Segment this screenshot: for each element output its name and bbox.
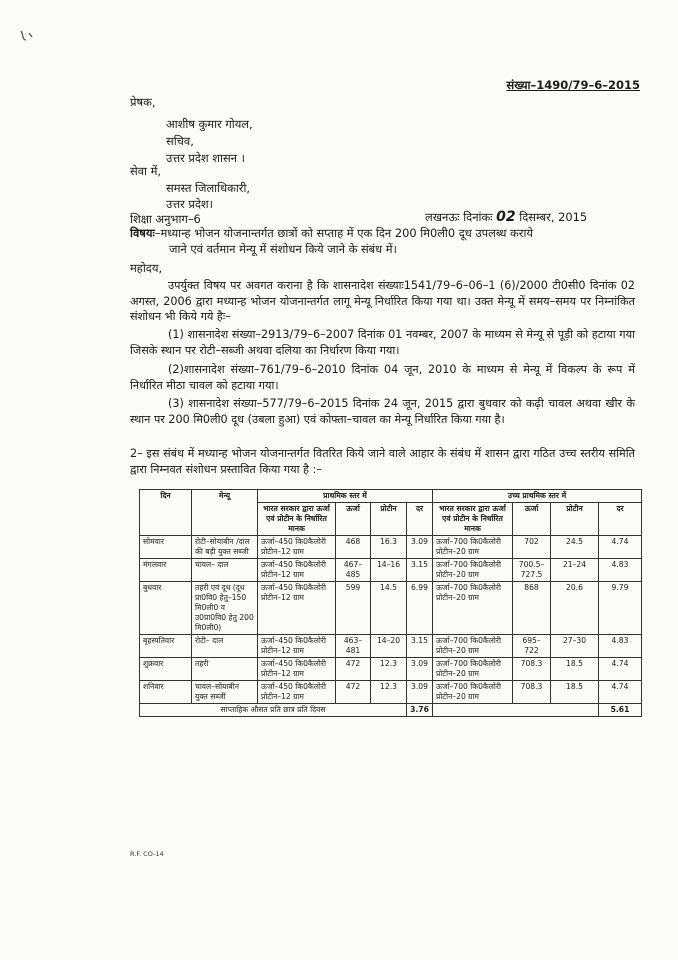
cell-primary-protein: 16.3 bbox=[371, 536, 407, 559]
header-primary: प्राथमिक स्तर में bbox=[258, 490, 433, 503]
paragraph-1: उपर्युक्त विषय पर अवगत कराना है कि शासनादेश संख्याः1541/79–6–06–1 (6)/2000 टी0सी0 दिनांक 02 अगस्त, 2006 द्वारा मध्यान्ह भोजन योजनान्तर्गत लागू मेन्यू निर्धारित किया गया था। उक्त मेन्यू में समय–समय पर निम्नांकित संशोधन भी किये गये हैः– bbox=[130, 279, 635, 323]
cell-primary-rate: 6.99 bbox=[407, 582, 433, 635]
cell-primary-energy: 472 bbox=[336, 658, 371, 681]
table-row bbox=[140, 559, 642, 582]
cell-upper-protein: 27–30 bbox=[551, 635, 599, 658]
cell-upper-standard: ऊर्जा–700 कि0कैलोरी प्रोटीन–20 ग्राम bbox=[433, 559, 513, 582]
cell-upper-energy: 708.3 bbox=[513, 681, 551, 704]
cell-primary-energy: 463–481 bbox=[336, 635, 371, 658]
cell-upper-energy: 868 bbox=[513, 582, 551, 635]
cell-upper-rate: 4.83 bbox=[599, 635, 642, 658]
table-row bbox=[140, 582, 642, 635]
cell-menu: चावल–सोयाबीन युक्त सब्जी bbox=[192, 681, 258, 704]
cell-menu: चावल– दाल bbox=[192, 559, 258, 582]
cell-primary-protein: 14–20 bbox=[371, 635, 407, 658]
table-row bbox=[140, 635, 642, 658]
cell-primary-protein: 12.3 bbox=[371, 658, 407, 681]
cell-day: शनिवार bbox=[140, 681, 192, 704]
subject-text-1: –मध्यान्ह भोजन योजनान्तर्गत छात्रों को सप्ताह में एक दिन 200 मि0ली0 दूध उपलब्ध कराये bbox=[154, 226, 534, 240]
cell-upper-energy: 708.3 bbox=[513, 658, 551, 681]
cell-primary-protein: 14.5 bbox=[371, 582, 407, 635]
cell-primary-standard: ऊर्जा–450 कि0कैलोरी प्रोटीन–12 ग्राम bbox=[258, 582, 336, 635]
cell-upper-energy: 695–722 bbox=[513, 635, 551, 658]
cell-upper-energy: 702 bbox=[513, 536, 551, 559]
recipient-label: सेवा में, bbox=[130, 164, 162, 178]
cell-upper-rate: 4.74 bbox=[599, 658, 642, 681]
cell-primary-energy: 599 bbox=[336, 582, 371, 635]
recipient-state: उत्तर प्रदेश। bbox=[166, 197, 213, 211]
table-body bbox=[140, 536, 642, 704]
cell-primary-protein: 14–16 bbox=[371, 559, 407, 582]
cell-upper-standard: ऊर्जा–700 कि0कैलोरी प्रोटीन–20 ग्राम bbox=[433, 582, 513, 635]
subheader-upper-standard: भारत सरकार द्वारा ऊर्जा एवं प्रोटीन के निर्धारित मानक bbox=[433, 503, 513, 536]
cell-upper-standard: ऊर्जा–700 कि0कैलोरी प्रोटीन–20 ग्राम bbox=[433, 681, 513, 704]
cell-upper-energy: 700.5–727.5 bbox=[513, 559, 551, 582]
salutation: महोदय, bbox=[130, 261, 163, 275]
cell-primary-rate: 3.15 bbox=[407, 635, 433, 658]
paragraph-2: 2– इस संबंध में मध्यान्ह भोजन योजनान्तर्गत वितरित किये जाने वाले आहार के संबंध में शासन द्वारा गठित उच्च स्तरीय समिति द्वारा निम्नवत संशोधन प्रस्तावित किया गया है :– bbox=[130, 447, 635, 476]
cell-primary-rate: 3.15 bbox=[407, 559, 433, 582]
cell-primary-rate: 3.09 bbox=[407, 681, 433, 704]
cell-upper-standard: ऊर्जा–700 कि0कैलोरी प्रोटीन–20 ग्राम bbox=[433, 658, 513, 681]
pen-mark bbox=[18, 28, 38, 50]
sender-designation: सचिव, bbox=[166, 134, 194, 148]
cell-menu: रोटी– दाल bbox=[192, 635, 258, 658]
cell-upper-protein: 18.5 bbox=[551, 681, 599, 704]
subheader-upper-rate: दर bbox=[599, 503, 642, 536]
cell-upper-protein: 20.6 bbox=[551, 582, 599, 635]
amendment-2: (2)शासनादेश संख्या–761/79–6–2010 दिनांक 04 जून, 2010 के माध्यम से मेन्यू में विकल्प के रूप में निर्धारित मीठा चावल को हटाया गया। bbox=[130, 363, 635, 392]
subheader-primary-energy: ऊर्जा bbox=[336, 503, 371, 536]
amendment-1: (1) शासनादेश संख्या–2913/79–6–2007 दिनांक 01 नवम्बर, 2007 के माध्यम से मेन्यू से पूड़ी को हटाया गया जिसके स्थान पर रोटी–सब्जी अथवा दलिया का निर्धारण किया गया। bbox=[130, 328, 635, 357]
handwritten-day: 02 bbox=[496, 209, 516, 225]
table-footer-row bbox=[140, 704, 642, 717]
cell-primary-energy: 467–485 bbox=[336, 559, 371, 582]
cell-primary-standard: ऊर्जा–450 कि0कैलोरी प्रोटीन–12 ग्राम bbox=[258, 658, 336, 681]
menu-table bbox=[139, 489, 642, 717]
cell-primary-standard: ऊर्जा–450 कि0कैलोरी प्रोटीन–12 ग्राम bbox=[258, 635, 336, 658]
cell-primary-rate: 3.09 bbox=[407, 536, 433, 559]
cell-primary-protein: 12.3 bbox=[371, 681, 407, 704]
subject-line-2: जाने एवं वर्तमान मेन्यू में संशोधन किये जाने के संबंध में। bbox=[169, 242, 397, 256]
reference-number: संख्या–1490/79–6–2015 bbox=[506, 78, 640, 92]
cell-primary-standard: ऊर्जा–450 कि0कैलोरी प्रोटीन–12 ग्राम bbox=[258, 559, 336, 582]
cell-primary-standard: ऊर्जा–450 कि0कैलोरी प्रोटीन–12 ग्राम bbox=[258, 536, 336, 559]
footer-upper-rate: 5.61 bbox=[599, 704, 642, 717]
cell-upper-standard: ऊर्जा–700 कि0कैलोरी प्रोटीन–20 ग्राम bbox=[433, 536, 513, 559]
table-row bbox=[140, 681, 642, 704]
cell-upper-standard: ऊर्जा–700 कि0कैलोरी प्रोटीन–20 ग्राम bbox=[433, 635, 513, 658]
cell-menu: रोटी–सोयाबीन /दाल की बड़ी युक्त सब्जी bbox=[192, 536, 258, 559]
cell-upper-rate: 4.83 bbox=[599, 559, 642, 582]
cell-menu: तहरी एवं दूध (दूध प्रा0वि0 हेतु–150 मि0ली0 व उ0प्रा0वि0 हेतु 200 मि0ली0) bbox=[192, 582, 258, 635]
cell-primary-standard: ऊर्जा–450 कि0कैलोरी प्रोटीन–12 ग्राम bbox=[258, 681, 336, 704]
subject-line-1 bbox=[130, 226, 533, 241]
form-code: R.F. CO-14 bbox=[130, 850, 164, 858]
header-upper: उच्च प्राथमिक स्तर में bbox=[433, 490, 642, 503]
cell-menu: तहरी bbox=[192, 658, 258, 681]
footer-primary-rate: 3.76 bbox=[407, 704, 433, 717]
cell-day: शुक्रवार bbox=[140, 658, 192, 681]
table-header-row bbox=[140, 490, 642, 503]
cell-primary-rate: 3.09 bbox=[407, 658, 433, 681]
sender-label: प्रेषक, bbox=[130, 95, 156, 109]
sender-office: उत्तर प्रदेश शासन । bbox=[166, 151, 245, 165]
cell-day: बृहस्पतिवार bbox=[140, 635, 192, 658]
place-date-suffix: दिसम्बर, 2015 bbox=[519, 210, 588, 224]
table-row bbox=[140, 536, 642, 559]
cell-upper-protein: 18.5 bbox=[551, 658, 599, 681]
cell-upper-rate: 9.79 bbox=[599, 582, 642, 635]
subheader-primary-rate: दर bbox=[407, 503, 433, 536]
recipient-name: समस्त जिलाधिकारी, bbox=[166, 181, 251, 195]
cell-primary-energy: 472 bbox=[336, 681, 371, 704]
sender-name: आशीष कुमार गोयल, bbox=[166, 117, 253, 131]
pen-scribble-icon bbox=[18, 28, 38, 46]
table-row bbox=[140, 658, 642, 681]
subject-label: विषयः bbox=[130, 226, 155, 240]
cell-primary-energy: 468 bbox=[336, 536, 371, 559]
cell-day: सोमवार bbox=[140, 536, 192, 559]
place-date bbox=[425, 210, 587, 225]
cell-upper-rate: 4.74 bbox=[599, 536, 642, 559]
cell-upper-protein: 24.5 bbox=[551, 536, 599, 559]
subheader-primary-protein: प्रोटीन bbox=[371, 503, 407, 536]
place-date-prefix: लखनऊः दिनांकः bbox=[425, 210, 493, 224]
subheader-upper-protein: प्रोटीन bbox=[551, 503, 599, 536]
subheader-primary-standard: भारत सरकार द्वारा ऊर्जा एवं प्रोटीन के निर्धारित मानक bbox=[258, 503, 336, 536]
amendment-3: (3) शासनादेश संख्या–577/79–6–2015 दिनांक 24 जून, 2015 द्वारा बुधवार को कढ़ी चावल अथवा खीर के स्थान पर 200 मि0ली0 दूध (उबला हुआ) एवं कोफ्ता–चावल का मेन्यू निर्धारित किया गया है। bbox=[130, 397, 635, 426]
cell-day: बुधवार bbox=[140, 582, 192, 635]
subheader-upper-energy: ऊर्जा bbox=[513, 503, 551, 536]
footer-blank bbox=[433, 704, 599, 717]
cell-day: मंगलवार bbox=[140, 559, 192, 582]
cell-upper-rate: 4.74 bbox=[599, 681, 642, 704]
cell-upper-protein: 21–24 bbox=[551, 559, 599, 582]
section-name: शिक्षा अनुभाग–6 bbox=[130, 212, 201, 226]
footer-label: साप्ताहिक औसत प्रति छात्र प्रति दिवस bbox=[140, 704, 407, 717]
header-menu: मेन्यू bbox=[192, 490, 258, 536]
header-day: दिन bbox=[140, 490, 192, 536]
